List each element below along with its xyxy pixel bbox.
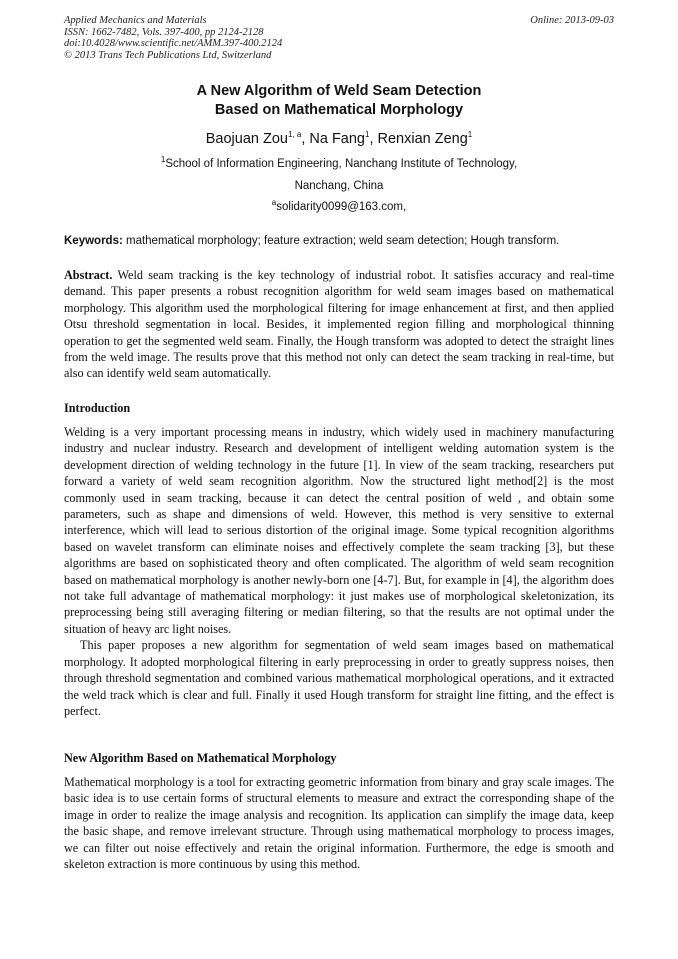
abstract: [64, 267, 614, 382]
abstract-label: Abstract.: [64, 268, 113, 282]
section-heading-new-algorithm: New Algorithm Based on Mathematical Morphology: [64, 751, 337, 765]
keywords-text: mathematical morphology; feature extraction; weld seam detection; Hough transform.: [122, 235, 560, 247]
title-line-2: Based on Mathematical Morphology: [214, 102, 464, 118]
journal-header: [64, 15, 282, 61]
author-separator: ,: [369, 131, 378, 147]
online-date: Online: 2013-09-03: [530, 15, 614, 26]
email-superscript: a: [271, 198, 277, 208]
paragraph: Mathematical morphology is a tool for extracting geometric information from binary and gray scale images. The basic idea is to use certain forms of structural elements to measure and extract the corresponding shape of the image in order to realize the image analysis and recognition. Its application can simplify the image data, keep the basic shape, and remove irrelevant structure. Through using mathematical morphology to process images, we can filter out noise effectively and retain the original information. Furthermore, the edge is smooth and skeleton extraction is more continuous by using this method.: [64, 775, 614, 872]
issn-line: ISSN: 1662-7482, Vols. 397-400, pp 2124-2128: [64, 26, 264, 38]
affiliation-superscript: 1: [160, 155, 166, 165]
abstract-text: Weld seam tracking is the key technology of industrial robot. It satisfies accuracy and real-time demand. This paper presents a robust recognition algorithm for weld seam images based on mathematical morphology. This algorithm used the morphological filtering for image enhancement at first, and then applied Otsu threshold segmentation in local. Besides, it implemented region filling and morphological thinning operation to get the segmented weld seam. Finally, the Hough transform was adopted to detect the straight lines from the weld image. The results prove that this method not only can detect the seam tracking in real-time, but also can identify weld seam automatically.: [64, 268, 614, 381]
section-heading-introduction: Introduction: [64, 401, 131, 415]
paragraph: Welding is a very important processing means in industry, which widely used in machinery manufacturing industry and nuclear industry. Research and development of intelligent welding automation system is the development direction of welding technology in the future [1]. In view of the seam tracking, researchers put forward a variety of weld seam recognition algorithm. Now the structured light method[2] is the most commonly used in seam tracking, because it can detect the central position of weld , and obtain some parameters, such as shape and dimensions of weld. However, this method is very sensitive to external interference, which will lead to serious distortion of the original image. Some typical recognition algorithms based on wavelet transform can eliminate noises and effectively complete the seam tracking [3], but these algorithms are based on sophisticated theory and often complicated. The algorithm of weld seam recognition based on mathematical morphology is another newly-born one [4-7]. But, for example in [4], the algorithm does not take full advantage of mathematical morphology: it just makes use of morphological skeletonization, its preprocessing being still averaging filtering or median filtering, so that the results are not optimal under the situation of heavy arc light noises.: [64, 425, 614, 636]
affiliation-line-1: [0, 155, 678, 170]
introduction-body: [64, 424, 614, 719]
title-line-1: A New Algorithm of Weld Seam Detection: [196, 83, 482, 99]
author-name: Baojuan Zou: [205, 131, 288, 147]
paper-title: [0, 82, 678, 120]
paragraph: This paper proposes a new algorithm for segmentation of weld seam images based on mathematical morphology. It adopted morphological filtering in early preprocessing in order to greatly suppress noises, then through threshold segmentation and combined various mathematical morphological operations, and it extracted the weld track which is clear and full. Finally it used Hough transform for straight line fitting, and the effect is perfect.: [64, 638, 614, 718]
doi-line[interactable]: doi:10.4028/www.scientific.net/AMM.397-400.2124: [64, 38, 283, 49]
keywords: [64, 235, 614, 247]
journal-name: Applied Mechanics and Materials: [64, 15, 207, 26]
email-link[interactable]: solidarity0099@163.com,: [276, 201, 407, 213]
email-line: [0, 198, 678, 213]
author-list: [0, 131, 678, 147]
keywords-label: Keywords:: [64, 235, 123, 247]
affiliation-line-2: Nanchang, China: [294, 180, 384, 192]
author-name: Renxian Zeng: [377, 131, 468, 147]
section-body: [64, 774, 614, 872]
author-superscript: 1: [365, 130, 370, 140]
author-name: Na Fang: [309, 131, 365, 147]
author-superscript: 1: [467, 130, 473, 140]
copyright-line: © 2013 Trans Tech Publications Ltd, Switzerland: [64, 49, 272, 61]
affiliation-text: School of Information Engineering, Nanchang Institute of Technology,: [165, 158, 518, 170]
author-superscript: 1, a: [287, 130, 302, 140]
author-separator: ,: [301, 131, 310, 147]
